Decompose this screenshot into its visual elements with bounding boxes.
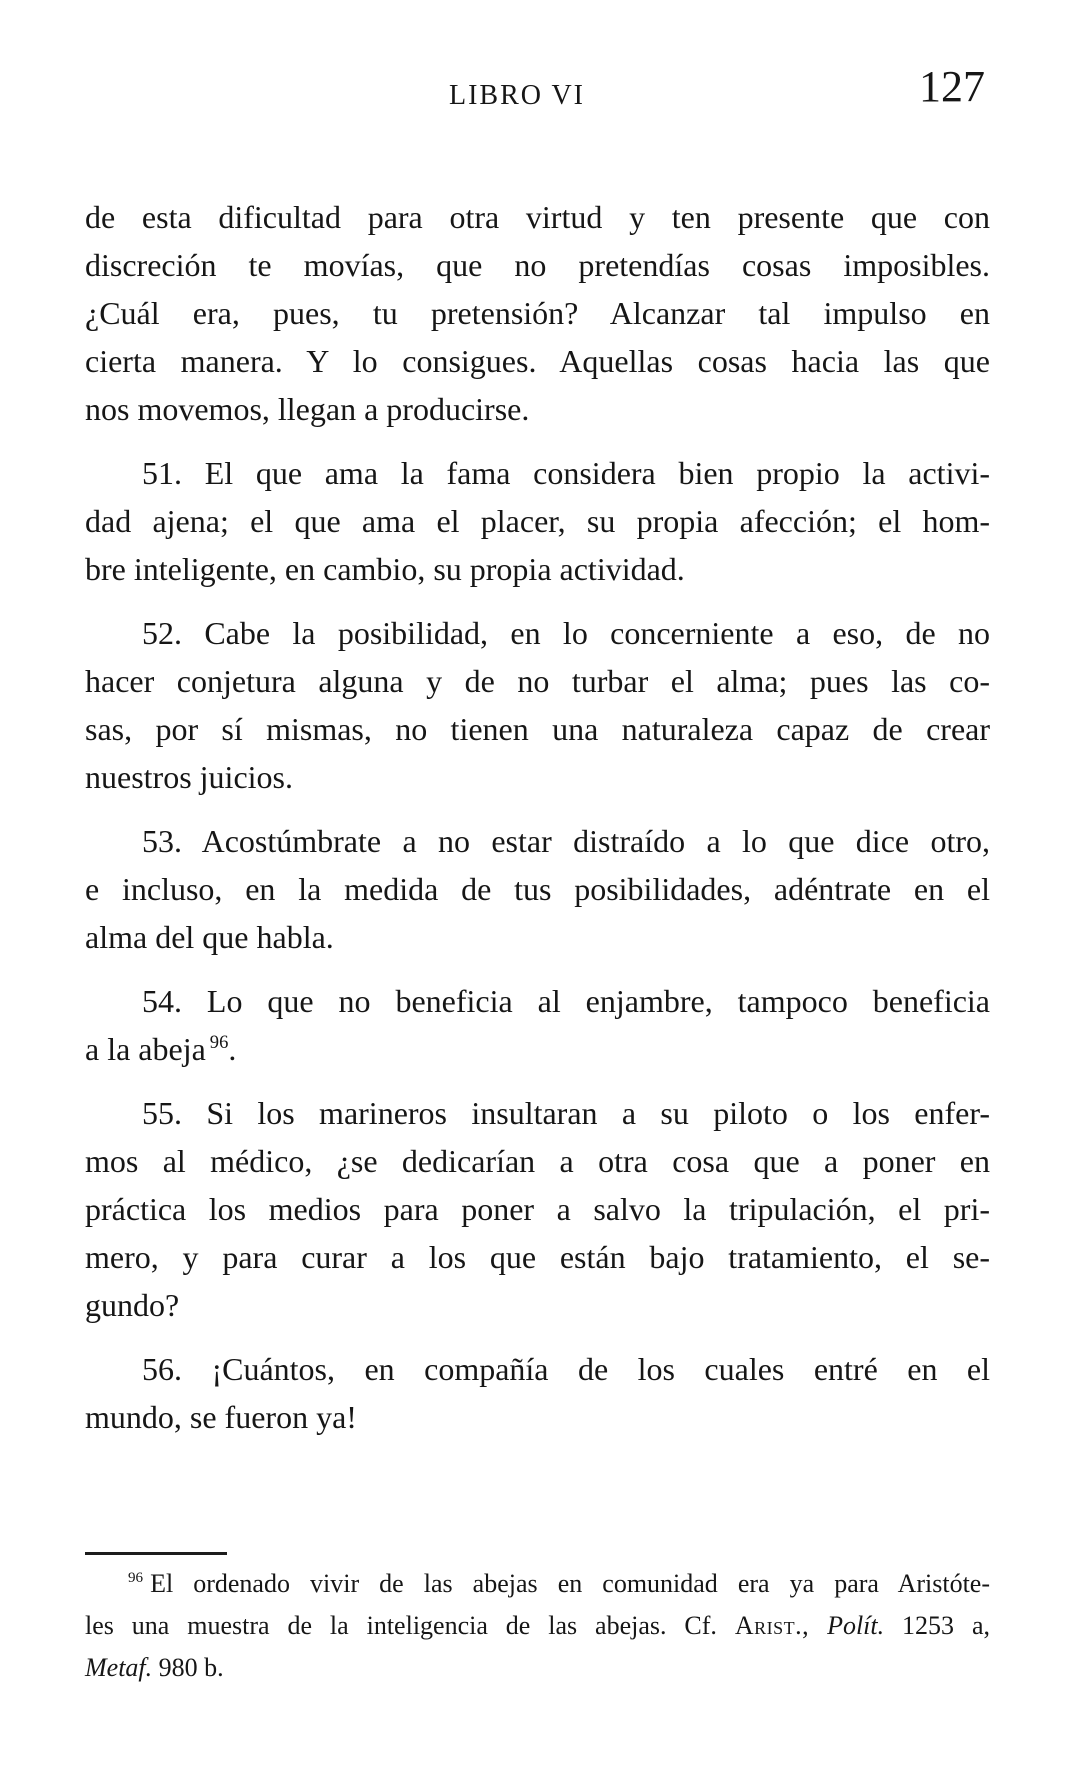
paragraph-55	[85, 1089, 990, 1329]
text-line: cierta manera. Y lo consigues. Aquellas cosas hacia las que	[85, 343, 990, 379]
paragraph-54	[85, 977, 990, 1073]
paragraph-52	[85, 609, 990, 801]
text-line: mundo, se fueron ya!	[85, 1399, 357, 1435]
footnote-text: 980 b.	[152, 1653, 224, 1682]
footnote-line	[85, 1563, 990, 1605]
text-line: gundo?	[85, 1287, 180, 1323]
text-line: 54. Lo que no beneficia al enjambre, tampoco beneficia	[142, 983, 990, 1019]
text-line: nos movemos, llegan a producirse.	[85, 391, 530, 427]
footnote	[85, 1563, 990, 1689]
paragraph-continuation	[85, 193, 990, 433]
text-line: 55. Si los marineros insultaran a su piloto o los enfer-	[142, 1095, 990, 1131]
footnote-text: 1253 a,	[884, 1611, 990, 1640]
text-line	[85, 1025, 990, 1073]
text-line: mero, y para curar a los que están bajo tratamiento, el se-	[85, 1239, 990, 1275]
work-title-italic: Polít.	[827, 1611, 885, 1640]
footnote-rule	[85, 1552, 227, 1555]
paragraph-51	[85, 449, 990, 593]
text-line: bre inteligente, en cambio, su propia actividad.	[85, 551, 685, 587]
text-line: práctica los medios para poner a salvo la tripulación, el pri-	[85, 1191, 990, 1227]
paragraph-53	[85, 817, 990, 961]
work-title-italic: Metaf.	[85, 1653, 153, 1682]
text-line: 52. Cabe la posibilidad, en lo concerniente a eso, de no	[142, 615, 990, 651]
footnote-marker-96: 96	[128, 1570, 144, 1587]
text-line: sas, por sí mismas, no tienen una naturaleza capaz de crear	[85, 711, 990, 747]
footnote-text: El ordenado vivir de las abejas en comunidad era ya para Aristóte-	[150, 1569, 990, 1598]
footnote-text: les una muestra de la inteligencia de las abejas. Cf.	[85, 1611, 735, 1640]
text-line: alma del que habla.	[85, 919, 334, 955]
footnote-line	[85, 1647, 990, 1689]
text-line: dad ajena; el que ama el placer, su propia afección; el hom-	[85, 503, 990, 539]
footnote-reference-96: 96	[209, 1032, 229, 1054]
text-line: e incluso, en la medida de tus posibilidades, adéntrate en el	[85, 871, 990, 907]
page-number: 127	[919, 62, 985, 111]
text-line: discreción te movías, que no pretendías cosas imposibles.	[85, 247, 990, 283]
paragraph-56	[85, 1345, 990, 1441]
text-line: nuestros juicios.	[85, 759, 293, 795]
running-title: LIBRO VI	[448, 80, 586, 111]
footnote-line	[85, 1605, 990, 1647]
text-line: 53. Acostúmbrate a no estar distraído a lo que dice otro,	[142, 823, 990, 859]
body-text	[85, 193, 990, 1441]
text-line: 56. ¡Cuántos, en compañía de los cuales entré en el	[142, 1351, 990, 1387]
text-fragment: a la abeja	[85, 1031, 206, 1067]
text-fragment: .	[228, 1031, 237, 1067]
text-line: mos al médico, ¿se dedicarían a otra cosa que a poner en	[85, 1143, 990, 1179]
footnote-text	[809, 1611, 827, 1640]
author-smallcaps: Arist.,	[734, 1611, 810, 1640]
text-line: 51. El que ama la fama considera bien propio la activi-	[142, 455, 990, 491]
text-line: de esta dificultad para otra virtud y ten presente que con	[85, 199, 990, 235]
text-line: hacer conjetura alguna y de no turbar el alma; pues las co-	[85, 663, 990, 699]
text-line: ¿Cuál era, pues, tu pretensión? Alcanzar tal impulso en	[85, 295, 990, 331]
